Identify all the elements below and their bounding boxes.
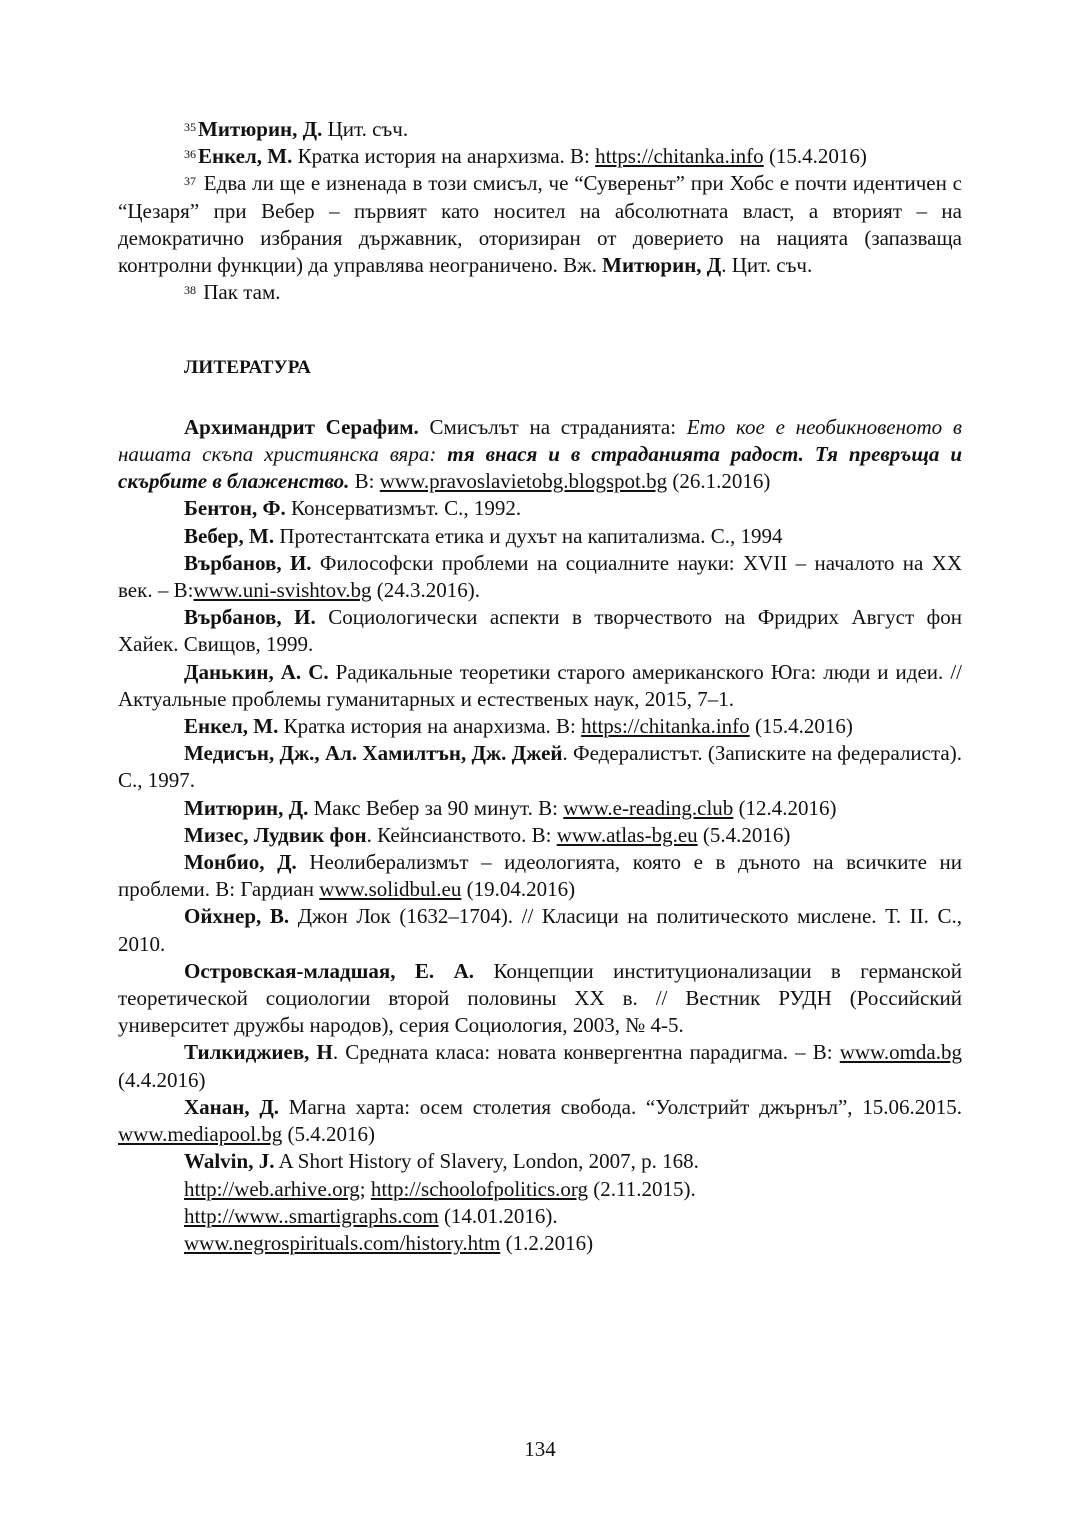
bib-entry: Медисън, Дж., Ал. Хамилтън, Дж. Джей. Федералистът. (Записките на федералиста). С., 1997.	[118, 741, 962, 793]
bib-entry: Ханан, Д. Магна харта: осем столетия свобода. “Уолстрийт джърнъл”, 15.06.2015. www.mediapool.bg (5.4.2016)	[118, 1094, 962, 1147]
bib-entry: www.negrospirituals.com/history.htm (1.2.2016)	[184, 1230, 594, 1255]
bib-author: Архимандрит Серафим.	[184, 414, 419, 439]
footnote-author: Енкел, М.	[198, 144, 293, 169]
bib-link[interactable]: www.negrospirituals.com/history.htm	[184, 1230, 501, 1255]
footnote-author: Митюрин, Д.	[198, 117, 323, 141]
footnote-36: $^{36}$Енкел, М. Кратка история на анархизма. В: https://chitanka.info (15.4.2016)	[184, 144, 867, 169]
bibliography-list	[118, 414, 962, 1257]
footnote-38: $^{38}$ Пак там.	[184, 280, 281, 305]
bib-entry: Тилкиджиев, Н. Средната класа: новата конвергентна парадигма. – В: www.omda.bg (4.4.2016)	[118, 1040, 963, 1092]
bib-author: Митюрин, Д.	[184, 795, 309, 820]
bib-entry: Архимандрит Серафим. Смисълът на страданията: Ето кое е необикновеното в нашата скъпа християнска вяра: тя внася и в страданията радост. Тя превръща и скърбите в блаженство. В: www.pravoslavietobg.blogspot.bg (26.1.2016)	[118, 414, 963, 494]
bib-link[interactable]: http://schoolofpolitics.org	[370, 1176, 589, 1201]
bib-entry: Данькин, А. С. Радикальные теоретики старого американского Юга: люди и идеи. // Актуальные проблемы гуманитарных и естественых наук, 2015, 7–1.	[118, 659, 962, 711]
bib-author: Вебер, М.	[184, 523, 275, 548]
bib-link[interactable]: www.mediapool.bg	[118, 1122, 283, 1147]
footnote-link[interactable]: https://chitanka.info	[595, 144, 764, 169]
bib-author: Върбанов, И.	[184, 605, 316, 630]
bib-entry: Ойхнер, В. Джон Лок (1632–1704). // Класици на политическото мислене. Т. II. С., 2010.	[118, 904, 962, 956]
footnote-author: Митюрин, Д	[602, 253, 722, 278]
bib-author: Мизес, Лудвик фон	[184, 822, 367, 847]
bib-entry: Walvin, J. A Short History of Slavery, London, 2007, p. 168.	[184, 1149, 699, 1174]
page-number: 134	[524, 1437, 556, 1461]
bib-author: Островская-младшая, Е. А.	[184, 958, 475, 983]
bib-entry: Островская-младшая, Е. А. Концепции институционализации в германской теоретической социологии второй половины XX в. // Вестник РУДН (Российский университет дружбы народов), серия Социология, 2003, № 4-5.	[118, 958, 962, 1038]
bib-entry: Монбио, Д. Неолиберализмът – идеологията, която е в дъното на всичките ни проблеми. В: Гардиан www.solidbul.eu (19.04.2016)	[118, 850, 962, 902]
bib-entry: Митюрин, Д. Макс Вебер за 90 минут. В: www.e-reading.club (12.4.2016)	[184, 795, 837, 820]
bib-entry: Енкел, М. Кратка история на анархизма. В: https://chitanka.info (15.4.2016)	[184, 714, 853, 739]
bib-link[interactable]: www.e-reading.club	[563, 795, 734, 820]
bib-link[interactable]: https://chitanka.info	[581, 714, 750, 739]
bib-link[interactable]: http://www..smartigraphs.com	[184, 1203, 439, 1228]
section-heading: ЛИТЕРАТУРА	[184, 356, 312, 378]
bib-author: Данькин, А. С.	[184, 659, 329, 684]
bib-author: Тилкиджиев, Н	[184, 1040, 333, 1065]
footnote-number: 35	[184, 120, 196, 134]
bib-author: Медисън, Дж., Ал. Хамилтън, Дж. Джей	[184, 741, 563, 766]
bib-entry: Мизес, Лудвик фон. Кейнсианството. В: www.atlas-bg.eu (5.4.2016)	[184, 822, 791, 847]
footnote-number: 36	[184, 147, 196, 162]
bib-author: Walvin, J.	[184, 1149, 275, 1174]
bib-link[interactable]: www.atlas-bg.eu	[556, 822, 698, 847]
bib-entry: Бентон, Ф. Консерватизмът. С., 1992.	[184, 496, 522, 521]
bib-entry: Върбанов, И. Социологически аспекти в творчеството на Фридрих Август фон Хайек. Свищов, 1999.	[118, 605, 962, 657]
bib-entry: http://web.arhive.org; http://schoolofpolitics.org (2.11.2015).	[184, 1176, 696, 1201]
footnote-35: $^{35}$Митюрин, Д. Цит. съч.	[184, 117, 409, 141]
bib-link[interactable]: www.solidbul.eu	[319, 877, 462, 902]
bib-author: Ханан, Д.	[184, 1094, 280, 1119]
bib-link[interactable]: www.uni-svishtov.bg	[193, 578, 372, 603]
page-body	[118, 116, 962, 1257]
footnote-number: 38	[184, 283, 196, 298]
bib-author: Енкел, М.	[184, 714, 279, 739]
bib-entry: Върбанов, И. Философски проблеми на социалните науки: XVII – началото на XX век. – В:www.uni-svishtov.bg (24.3.2016).	[118, 550, 962, 603]
bib-link[interactable]: www.omda.bg	[839, 1040, 963, 1065]
bib-link[interactable]: www.pravoslavietobg.blogspot.bg	[379, 469, 668, 494]
bib-author: Бентон, Ф.	[184, 496, 286, 521]
bib-entry: Вебер, М. Протестантската етика и духът на капитализма. С., 1994	[184, 523, 783, 548]
footnote-number: 37	[184, 174, 196, 189]
footnote-37: $^{37}$ Едва ли ще е изненада в този смисъл, че “Сувереньт” при Хобс е почти идентичен с “Цезаря” при Вебер – първият като носител на абсолютната власт, а вторият – на демократично избрания държавник, оторизиран от доверието на нацията (запазваща контролни функции) да управлява неограничено. Вж. Митюрин, Д. Цит. съч.	[118, 171, 962, 278]
bib-entry: http://www..smartigraphs.com (14.01.2016).	[184, 1203, 558, 1228]
bib-link[interactable]: http://web.arhive.org	[184, 1176, 360, 1201]
bib-author: Монбио, Д.	[184, 850, 297, 875]
bib-author: Върбанов, И.	[184, 550, 312, 575]
bib-author: Ойхнер, В.	[184, 904, 290, 929]
